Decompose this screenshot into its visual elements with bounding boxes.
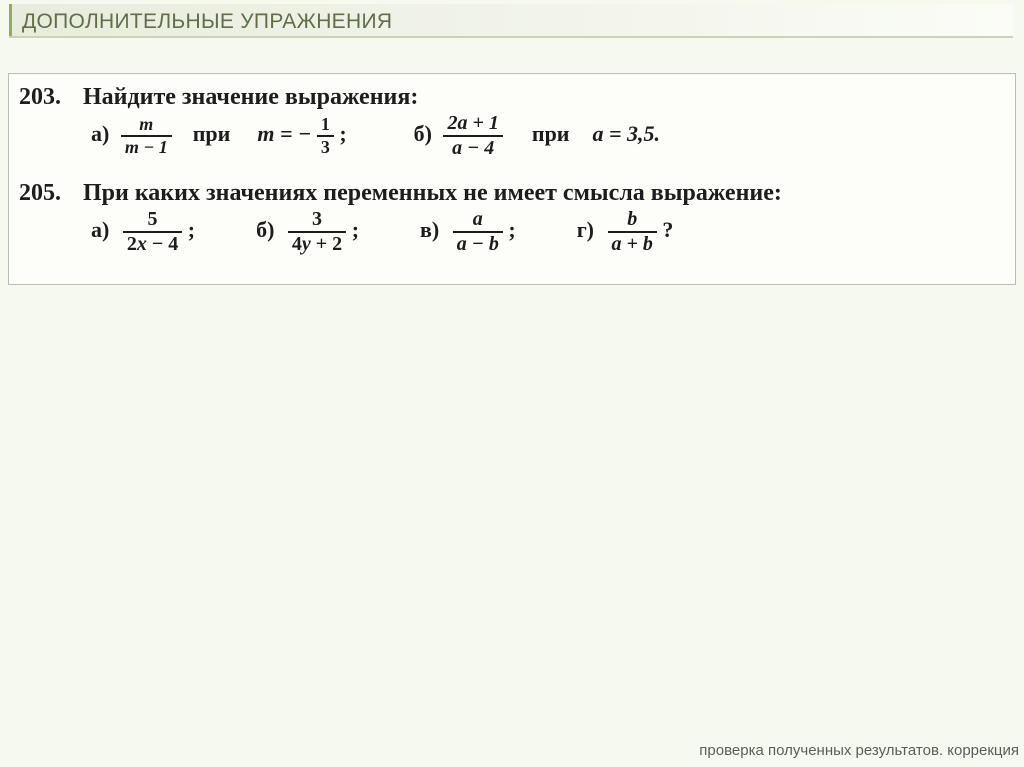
exercise-number: 205. <box>19 180 61 206</box>
numerator: a <box>453 208 503 233</box>
denominator: 4y + 2 <box>291 233 343 255</box>
punctuation: ; <box>187 217 196 243</box>
slide-title: ДОПОЛНИТЕЛЬНЫЕ УПРАЖНЕНИЯ <box>22 10 393 33</box>
numerator: 5 <box>123 208 182 233</box>
slide-footer: проверка полученных результатов. коррекция <box>699 742 1019 759</box>
punctuation: ; <box>339 121 347 147</box>
exercise-number: 203. <box>19 84 61 110</box>
denominator: a + b <box>611 233 653 255</box>
fraction <box>443 112 502 160</box>
numerator: m <box>121 114 172 137</box>
denominator: 2x − 4 <box>126 233 179 255</box>
punctuation: ? <box>662 217 674 243</box>
item-label: б) <box>413 121 432 147</box>
denominator: m − 1 <box>124 137 168 157</box>
punctuation: ; <box>508 217 516 243</box>
denominator: 3 <box>320 137 330 157</box>
condition-expression: a = 3,5. <box>592 121 661 147</box>
numerator: 2a + 1 <box>443 112 502 137</box>
item-label: б) <box>256 217 275 243</box>
numerator: 3 <box>288 208 346 233</box>
textbook-excerpt <box>8 73 1016 285</box>
denominator: a − 4 <box>452 137 495 159</box>
exercise-prompt: Найдите значение выражения: <box>83 84 419 110</box>
item-label: г) <box>576 217 595 243</box>
item-label: а) <box>91 217 110 243</box>
fraction <box>453 208 503 256</box>
title-divider <box>9 36 1013 38</box>
condition-word: при <box>531 121 570 147</box>
fraction <box>608 208 657 256</box>
exercise-205-items <box>91 208 673 256</box>
denominator: a − b <box>456 233 499 255</box>
condition-expression: m = − <box>257 121 312 147</box>
fraction <box>123 208 182 256</box>
slide-title-bar <box>9 4 1013 36</box>
numerator: b <box>608 208 657 233</box>
item-label: а) <box>91 121 110 147</box>
item-label: в) <box>420 217 440 243</box>
fraction <box>288 208 346 256</box>
exercise-205-header <box>19 180 782 207</box>
condition-word: при <box>192 121 231 147</box>
fraction <box>317 114 334 158</box>
exercise-203-header <box>19 84 418 111</box>
fraction <box>121 114 172 158</box>
punctuation: ; <box>351 217 360 243</box>
numerator: 1 <box>317 114 334 137</box>
exercise-prompt: При каких значениях переменных не имеет смысла выражение: <box>83 180 782 206</box>
exercise-203-items <box>91 112 660 160</box>
